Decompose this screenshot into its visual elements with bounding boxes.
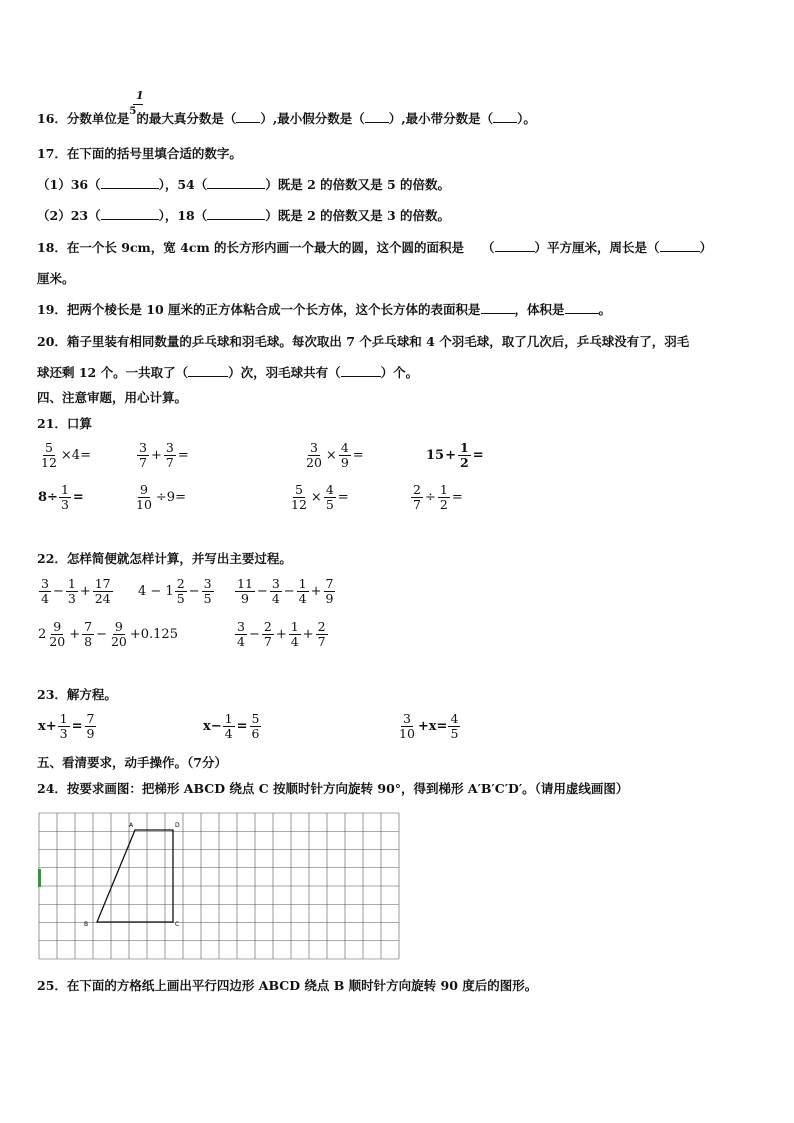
numerator: 2 [413,482,421,497]
numerator: 2 [263,619,272,634]
numerator: 7 [325,576,334,591]
denominator: 4 [271,591,280,606]
numerator: 7 [86,711,95,726]
numerator: 3 [402,711,411,726]
q19-text-a: 19．把两个棱长是 10 厘米的正方体粘合成一个长方体，这个长方体的表面积是 [37,302,481,317]
operator: + [275,627,287,642]
q21-expr-3 [303,441,365,470]
equals: = [352,448,364,463]
operator: + [69,627,81,642]
numerator: 1 [298,576,307,591]
operator: − [248,627,260,642]
mixed-whole: 4 − 1 [138,584,174,599]
denominator: 6 [251,726,260,741]
denominator: 24 [94,591,111,606]
denominator: 4 [290,634,299,649]
operator: − [52,584,64,599]
operator: − [256,584,268,599]
denominator: 4 [224,726,233,741]
fraction-bar [133,104,143,105]
equals: = [177,448,189,463]
q16-text-4: ）,最小带分数是（ [388,111,494,126]
numerator: 5 [294,482,303,497]
denominator: 4 [41,591,49,606]
q16-text-2: 的最大真分数是（ [136,111,237,126]
vertex-label-a: A [129,822,134,829]
answer-blank[interactable] [101,219,159,220]
q21-expr-7 [288,483,350,512]
answer-blank[interactable] [341,376,381,377]
denominator: 8 [84,634,93,649]
answer-blank[interactable] [236,122,260,123]
q20-line-1: 20．箱子里装有相同数量的乒乓球和羽毛球。每次取出 7 个乒乓球和 4 个羽毛球，取了几次后，乒乓球没有了，羽毛 [37,334,690,349]
answer-blank[interactable] [660,251,700,252]
denominator: 9 [86,726,95,741]
q23-equation-3 [396,712,461,741]
denominator: 10 [399,726,415,741]
denominator: 5 [176,591,185,606]
denominator: 20 [306,455,322,470]
variable-term: x+ [38,719,57,734]
operator: + [310,584,322,599]
q21-expr-2 [136,441,190,470]
operator: + [302,627,314,642]
answer-blank[interactable] [207,188,265,189]
operator: ×4= [60,448,91,463]
numerator: 1 [224,711,233,726]
numerator: 3 [203,576,212,591]
q19-text-c: 。 [598,302,612,317]
q16-line [37,106,536,129]
q21-expr-1 [38,441,92,470]
answer-blank[interactable] [495,251,535,252]
numerator: 1 [290,619,299,634]
q21-expr-8 [410,483,464,512]
q17-l2-c: ）既是 2 的倍数又是 3 的倍数。 [265,208,451,223]
q21-expr-6 [133,483,187,512]
variable-term: +x= [417,719,448,734]
grid-marker [38,869,41,887]
denominator: 2 [460,455,469,470]
denominator: 2 [439,497,448,512]
equals: = [337,490,349,505]
equals: = [472,448,484,463]
decimal-term: +0.125 [129,627,178,642]
denominator: 9 [340,455,349,470]
q20-text-c: ）个。 [380,365,419,380]
equals: = [71,719,83,734]
numerator: 11 [237,576,253,591]
denominator: 3 [60,497,69,512]
denominator: 12 [291,497,307,512]
q16-number: 16． [37,111,67,126]
numerator: 3 [41,576,49,591]
q17-l2-a: （2）23（ [37,208,101,223]
numerator: 4 [450,711,459,726]
vertex-label-c: C [175,921,180,928]
numerator: 9 [53,619,62,634]
q16-text-1: 分数单位是 [66,111,130,126]
vertex-label-b: B [84,921,89,928]
answer-blank[interactable] [481,313,515,314]
answer-blank[interactable] [565,313,599,314]
operator: × [325,448,337,463]
q18-text-c: ）平方厘米，周长是（ [534,240,660,255]
operator: ÷9= [155,490,186,505]
denominator: 7 [263,634,272,649]
denominator: 9 [325,591,334,606]
whole-number: 8÷ [38,490,58,505]
section-4-heading: 四、注意审题，用心计算。 [37,390,188,405]
numerator: 9 [139,482,148,497]
mixed-whole: 2 [38,627,47,642]
numerator: 3 [165,440,174,455]
q17-l1-b: ），54（ [158,177,208,192]
grid-lines [39,813,399,959]
q17-l1-a: （1）36（ [37,177,101,192]
vertex-label-d: D [175,822,180,829]
q18-text-a: 18．在一个长 9cm，宽 4cm 的长方形内画一个最大的圆，这个圆的面积是 [37,240,465,255]
answer-blank[interactable] [207,219,265,220]
numerator: 3 [309,440,318,455]
operator: − [96,627,107,642]
q20-line-2 [37,365,418,381]
answer-blank[interactable] [101,188,159,189]
q16-text-3: ）,最小假分数是（ [260,111,365,126]
q21-expr-5 [38,483,85,512]
denominator: 7 [317,634,326,649]
answer-blank[interactable] [188,376,228,377]
q18-text-d: ） [699,240,713,255]
q22-expr-4 [38,620,178,649]
q18-line-1 [37,240,712,256]
denominator: 7 [139,455,147,470]
unit-fraction-numerator: 1 [136,89,144,102]
answer-blank[interactable] [493,122,517,123]
numerator: 1 [439,482,448,497]
numerator: 5 [44,440,53,455]
denominator: 9 [240,591,249,606]
q18-line-2: 厘米。 [37,271,75,286]
q21-title: 21．口算 [37,416,92,431]
numerator: 4 [340,440,349,455]
operator: − [283,584,295,599]
numerator: 9 [114,619,123,634]
operator: + [150,448,162,463]
q17-line-2 [37,208,450,224]
q17-l1-c: ）既是 2 的倍数又是 5 的倍数。 [265,177,451,192]
numerator: 5 [251,711,260,726]
numerator: 1 [460,440,469,455]
denominator: 4 [237,634,245,649]
numerator: 7 [84,619,93,634]
denominator: 5 [325,497,334,512]
q22-expr-2 [138,577,215,606]
denominator: 20 [110,634,127,649]
numerator: 17 [94,576,111,591]
denominator: 5 [450,726,459,741]
numerator: 2 [176,576,185,591]
numerator: 3 [237,619,245,634]
equals: = [451,490,463,505]
section-5-heading: 五、看清要求，动手操作。（7分） [37,755,227,770]
numerator: 1 [60,482,69,497]
denominator: 7 [413,497,421,512]
q20-text-b: ）次，羽毛球共有（ [228,365,341,380]
answer-blank[interactable] [365,122,389,123]
q24-text: 24．按要求画图：把梯形 ABCD 绕点 C 按顺时针方向旋转 90°，得到梯形 A′B′C′D′。（请用虚线画图） [37,781,629,796]
q18-text-b: （ [482,240,495,255]
q17-title: 17．在下面的括号里填合适的数字。 [37,146,242,161]
operator: ÷ [424,490,436,505]
q17-l2-b: ），18（ [158,208,208,223]
q17-line-1 [37,177,450,193]
unit-fraction-denominator: 5 [129,106,137,117]
denominator: 10 [136,497,152,512]
denominator: 7 [165,455,174,470]
grid-paper[interactable] [38,812,400,960]
denominator: 4 [298,591,307,606]
operator: − [188,584,200,599]
numerator: 4 [325,482,334,497]
equals: = [236,719,248,734]
q21-expr-4 [426,441,485,470]
denominator: 12 [41,455,57,470]
denominator: 3 [59,726,68,741]
trapezoid-abcd [97,830,173,922]
q20-text-a: 球还剩 12 个。一共取了（ [37,365,189,380]
q23-equation-2 [203,712,262,741]
q19-line [37,302,611,318]
operator: + [79,584,91,599]
q22-expr-1 [38,577,114,606]
numerator: 3 [139,440,147,455]
operator: + [445,448,456,463]
denominator: 20 [49,634,66,649]
q25-text: 25．在下面的方格纸上画出平行四边形 ABCD 绕点 B 顺时针方向旋转 90 度后的图形。 [37,978,538,993]
denominator: 5 [203,591,212,606]
q22-expr-3 [234,577,336,606]
numerator: 2 [317,619,326,634]
q22-expr-5 [234,620,329,649]
numerator: 3 [271,576,280,591]
q16-text-5: ）。 [517,111,536,126]
whole-number: 15 [426,448,445,463]
q19-text-b: ，体积是 [514,302,565,317]
equals: = [72,490,84,505]
operator: × [310,490,322,505]
numerator: 1 [59,711,68,726]
q23-title: 23．解方程。 [37,687,117,702]
q22-title: 22．怎样简便就怎样计算，并写出主要过程。 [37,551,292,566]
q23-equation-1 [38,712,97,741]
variable-term: x− [203,719,222,734]
denominator: 3 [67,591,76,606]
numerator: 1 [67,576,76,591]
